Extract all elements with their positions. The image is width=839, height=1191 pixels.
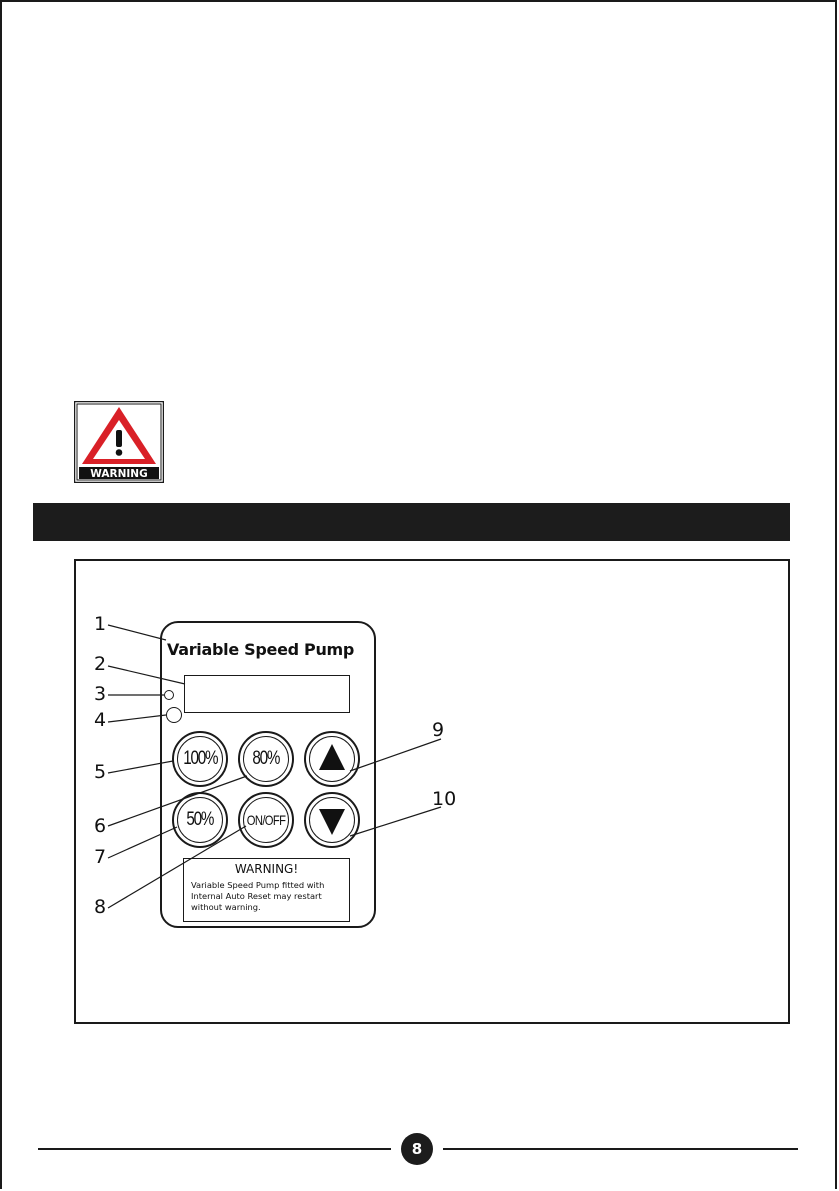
- button-50-label: 50%: [186, 809, 214, 830]
- page-number-badge: 8: [401, 1133, 433, 1165]
- panel-warning-title: WARNING!: [234, 862, 299, 876]
- callout-number: 2: [94, 653, 107, 675]
- warning-sign-label: WARNING: [90, 468, 148, 480]
- button-80-label: 80%: [252, 748, 280, 769]
- callout-number: 3: [94, 683, 107, 705]
- callout-number: 9: [432, 719, 445, 741]
- button-100-label: 100%: [182, 748, 218, 769]
- button-on-off-label: ON/OFF: [246, 812, 286, 828]
- callout-number: 6: [94, 815, 107, 837]
- footer-rule-left: [38, 1148, 391, 1150]
- callout-number: 10: [432, 788, 457, 810]
- panel-title: Variable Speed Pump: [167, 640, 355, 659]
- callout-number: 1: [94, 613, 107, 635]
- callout-number: 8: [94, 896, 107, 918]
- callout-number: 4: [94, 709, 107, 731]
- footer-rule-right: [443, 1148, 798, 1150]
- panel-warning-line: without warning.: [191, 902, 261, 912]
- callout-number: 7: [94, 846, 107, 868]
- panel-warning-line: Variable Speed Pump fitted with: [191, 880, 325, 890]
- callout-number: 5: [94, 761, 107, 783]
- panel-warning-line: Internal Auto Reset may restart: [191, 891, 322, 901]
